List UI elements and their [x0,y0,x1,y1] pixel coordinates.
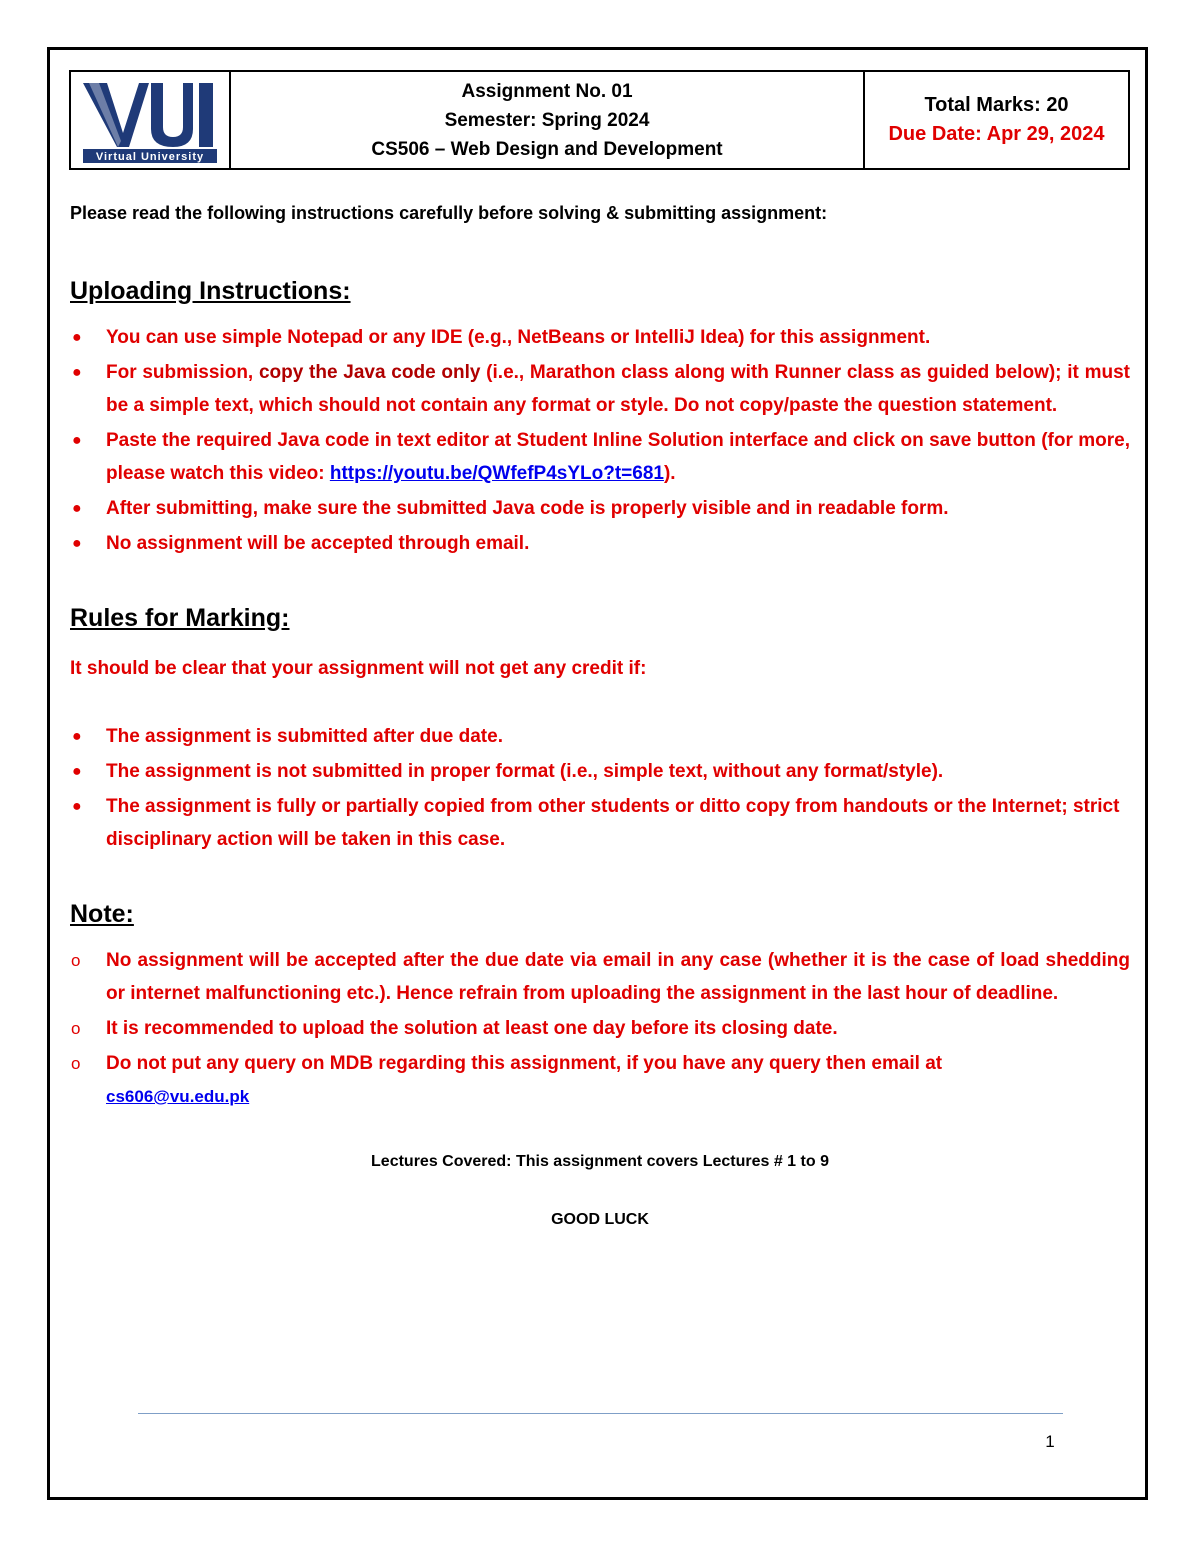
uploading-list [70,321,1130,560]
uploading-heading: Uploading Instructions: [70,277,351,305]
marks-block [865,72,1128,168]
rules-lead: It should be clear that your assignment will not get any credit if: [70,658,647,679]
assignment-title-block [231,72,865,168]
assignment-number: Assignment No. 01 [461,80,633,102]
list-item: o It is recommended to upload the solution at least one day before its closing date. [70,1012,1130,1045]
lectures-covered: Lectures Covered: This assignment covers Lectures # 1 to 9 [371,1153,829,1170]
bullet-icon: ● [72,432,82,449]
list-item: ● The assignment is submitted after due date. [70,720,1130,753]
list-item: ● You can use simple Notepad or any IDE (e.g., NetBeans or IntelliJ Idea) for this assignment. [70,321,1130,354]
note-heading: Note: [70,900,134,928]
semester: Semester: Spring 2024 [444,109,650,131]
circle-bullet-icon: o [71,951,81,970]
emphasis-text: copy the Java code only [258,362,481,383]
video-link[interactable]: https://youtu.be/QWfefP4sYLo?t=681 [329,463,664,484]
bullet-icon: ● [72,763,82,780]
bullet-icon: ● [72,500,82,517]
note-list [70,944,1130,1113]
course-title: CS506 – Web Design and Development [371,138,723,160]
due-date: Due Date: Apr 29, 2024 [888,123,1105,145]
list-item: ● No assignment will be accepted through email. [70,527,1130,560]
bullet-icon: ● [72,798,82,815]
intro-instruction: Please read the following instructions carefully before solving & submitting assignment: [70,203,828,223]
list-item: ● The assignment is fully or partially copied from other students or ditto copy from handouts or the Internet; strict disciplinary action will be taken in this case. [70,790,1130,856]
circle-bullet-icon: o [71,1054,81,1073]
bullet-icon: ● [72,329,82,346]
list-item: ● Paste the required Java code in text editor at Student Inline Solution interface and click on save button (for more, please watch this video: https://youtu.be/QWfefP4sYLo?t=681). [70,424,1130,490]
circle-bullet-icon: o [71,1019,81,1038]
list-item: o Do not put any query on MDB regarding this assignment, if you have any query then email at cs606@vu.edu.pk [70,1047,1130,1113]
rules-list [70,720,1130,856]
logo-caption: Virtual University [95,151,205,163]
good-luck: GOOD LUCK [551,1211,649,1228]
total-marks: Total Marks: 20 [924,94,1069,116]
list-item: ● The assignment is not submitted in proper format (i.e., simple text, without any format/style). [70,755,1130,788]
document-body [70,195,1130,1229]
list-item: ● For submission, copy the Java code only (i.e., Marathon class along with Runner class as guided below); it must be a simple text, which should not contain any format or style. Do not copy/paste the question statement. [70,356,1130,422]
vu-logo-cell [71,72,231,168]
bullet-icon: ● [72,728,82,745]
list-item: o No assignment will be accepted after the due date via email in any case (whether it is the case of load shedding or internet malfunctioning etc.). Hence refrain from uploading the assignment in the last hour of deadline. [70,944,1130,1010]
rules-heading: Rules for Marking: [70,604,290,632]
assignment-header [69,70,1130,170]
email-link[interactable]: cs606@vu.edu.pk [106,1087,250,1106]
page-number: 1 [1045,1432,1055,1451]
bullet-icon: ● [72,364,82,381]
vu-logo [77,75,223,165]
list-item: ● After submitting, make sure the submitted Java code is properly visible and in readable form. [70,492,1130,525]
bullet-icon: ● [72,535,82,552]
footer-divider [138,1413,1063,1414]
